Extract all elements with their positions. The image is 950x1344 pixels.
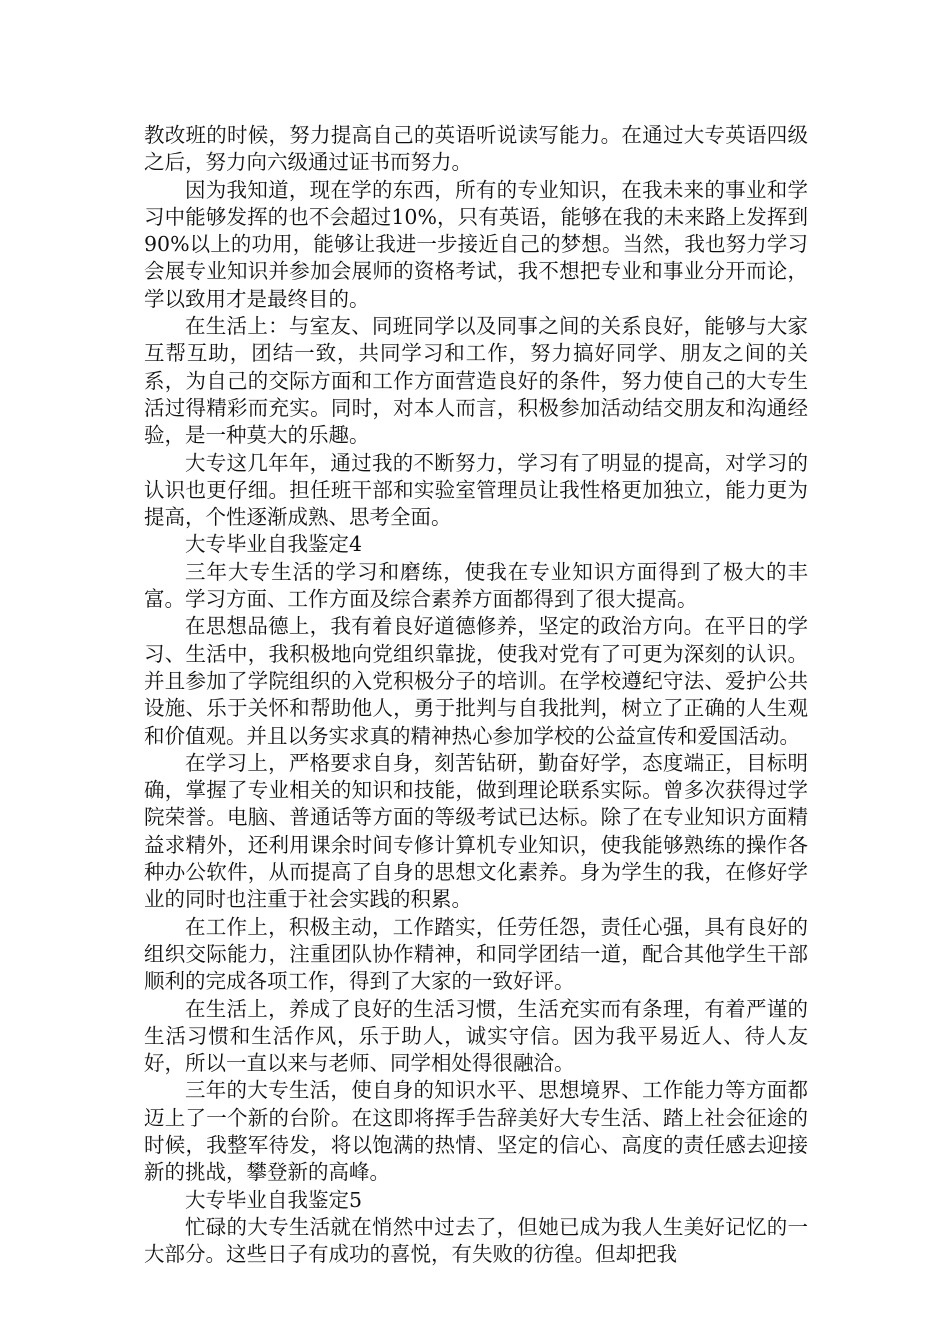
paragraph: 大专这几年年，通过我的不断努力，学习有了明显的提高，对学习的认识也更仔细。担任班干部和实验室管理员让我性格更加独立，能力更为提高，个性逐渐成熟、思考全面。 bbox=[144, 450, 808, 530]
paragraph: 在思想品德上，我有着良好道德修养，坚定的政治方向。在平日的学习、生活中，我积极地向党组织靠拢，使我对党有了可更为深刻的认识。并且参加了学院组织的入党积极分子的培训。在学校遵纪守法、爱护公共设施、乐于关怀和帮助他人，勇于批判与自我批判，树立了正确的人生观和价值观。并且以务实求真的精神热心参加学校的公益宣传和爱国活动。 bbox=[144, 614, 808, 748]
paragraph: 在生活上：与室友、同班同学以及同事之间的关系良好，能够与大家互帮互助，团结一致，共同学习和工作，努力搞好同学、朋友之间的关系，为自己的交际方面和工作方面营造良好的条件，努力使自己的大专生活过得精彩而充实。同时，对本人而言，积极参加活动结交朋友和沟通经验，是一种莫大的乐趣。 bbox=[144, 314, 808, 448]
paragraph: 忙碌的大专生活就在悄然中过去了，但她已成为我人生美好记忆的一大部分。这些日子有成功的喜悦，有失败的彷徨。但却把我 bbox=[144, 1214, 808, 1267]
section-heading: 大专毕业自我鉴定4 bbox=[185, 532, 363, 557]
document-page bbox=[144, 122, 808, 1268]
section-heading: 大专毕业自我鉴定5 bbox=[185, 1187, 363, 1212]
paragraph: 在学习上，严格要求自身，刻苦钻研，勤奋好学，态度端正，目标明确，掌握了专业相关的知识和技能，做到理论联系实际。曾多次获得过学院荣誉。电脑、普通话等方面的等级考试已达标。除了在专业知识方面精益求精外，还利用课余时间专修计算机专业知识，使我能够熟练的操作各种办公软件，从而提高了自身的思想文化素养。身为学生的我，在修好学业的同时也注重于社会实践的积累。 bbox=[144, 750, 808, 912]
paragraph: 三年的大专生活，使自身的知识水平、思想境界、工作能力等方面都迈上了一个新的台阶。在这即将挥手告辞美好大专生活、踏上社会征途的时候，我整军待发，将以饱满的热情、坚定的信心、高度的责任感去迎接新的挑战，攀登新的高峰。 bbox=[144, 1078, 808, 1185]
paragraph: 在生活上，养成了良好的生活习惯，生活充实而有条理，有着严谨的生活习惯和生活作风，乐于助人，诚实守信。因为我平易近人、待人友好，所以一直以来与老师、同学相处得很融洽。 bbox=[144, 996, 808, 1076]
paragraph: 因为我知道，现在学的东西，所有的专业知识，在我未来的事业和学习中能够发挥的也不会超过10%，只有英语，能够在我的未来路上发挥到90%以上的功用，能够让我进一步接近自己的梦想。当然，我也努力学习会展专业知识并参加会展师的资格考试，我不想把专业和事业分开而论，学以致用才是最终目的。 bbox=[144, 177, 808, 311]
paragraph: 在工作上，积极主动，工作踏实，任劳任怨，责任心强，具有良好的组织交际能力，注重团队协作精神，和同学团结一道，配合其他学生干部顺利的完成各项工作，得到了大家的一致好评。 bbox=[144, 914, 808, 994]
paragraph: 三年大专生活的学习和磨练，使我在专业知识方面得到了极大的丰富。学习方面、工作方面及综合素养方面都得到了很大提高。 bbox=[144, 559, 808, 612]
paragraph: 教改班的时候，努力提高自己的英语听说读写能力。在通过大专英语四级之后，努力向六级通过证书而努力。 bbox=[144, 123, 808, 175]
